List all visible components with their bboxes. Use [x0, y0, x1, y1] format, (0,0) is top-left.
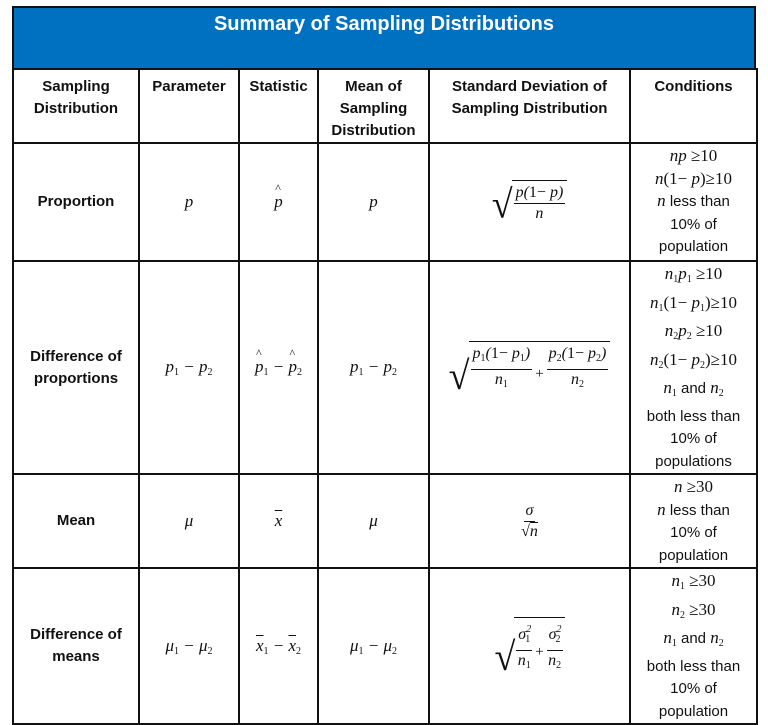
sqrt-formula: √ $\frac{\sigma^2_1}{n_1}$ + $\frac{\sigma^2_2}{n_2}$ [494, 617, 564, 676]
conditions-cell: n ≥30 n less than 10% of population [630, 474, 757, 568]
conditions-cell: $n_1 \ge 30$ $n_2 \ge 30$ $n_1$ and $n_2$ both less than 10% of population [630, 568, 757, 724]
mean-cell: $p_1 - p_2$ [318, 261, 429, 474]
mean-cell: p [318, 143, 429, 261]
table-row-proportion [13, 143, 757, 261]
std-dev-cell [429, 474, 630, 568]
col-header-parameter: Parameter [139, 69, 239, 143]
statistic-cell: ^ $p_1$ − ^ $p_2$ [239, 261, 318, 474]
parameter-cell: p [139, 143, 239, 261]
parameter-cell: $p_1 - p_2$ [139, 261, 239, 474]
table-row-mean [13, 474, 757, 568]
col-header-conditions: Conditions [630, 69, 757, 143]
std-dev-cell [429, 143, 630, 261]
col-header-mean: Mean of Sampling Distribution [318, 69, 429, 143]
col-header-statistic: Statistic [239, 69, 318, 143]
row-label: Difference of proportions [13, 261, 139, 474]
mean-cell: μ [318, 474, 429, 568]
std-dev-cell [429, 261, 630, 474]
std-dev-cell [429, 568, 630, 724]
mean-cell: $\mu_1 - \mu_2$ [318, 568, 429, 724]
table-title-banner [12, 6, 756, 68]
sigma-over-root-n: $\frac{\sigma}{√n}$ [521, 501, 538, 540]
table-title: Summary of Sampling Distributions [213, 13, 555, 35]
table-row-difference-of-means [13, 568, 757, 724]
statistic-cell: $\overline{x}_1 - \overline{x}_2$ [239, 568, 318, 724]
col-header-sampling-distribution: Sampling Distribution [13, 69, 139, 143]
sampling-distributions-table [12, 68, 758, 725]
parameter-cell: $\mu_1 - \mu_2$ [139, 568, 239, 724]
row-label: Proportion [13, 143, 139, 261]
sqrt-formula: √ $\frac{p_1(1- p_1)}{n_1}$ + $\frac{p_2(1- p_2)}{n_2}$ [449, 341, 611, 395]
conditions-cell: np ≥10 n(1− p)≥10 n less than 10% of population [630, 143, 757, 261]
header-row [13, 69, 757, 143]
table-row-difference-of-proportions [13, 261, 757, 474]
row-label: Mean [13, 474, 139, 568]
parameter-cell: μ [139, 474, 239, 568]
summary-table-sheet [12, 6, 756, 725]
col-header-std-dev: Standard Deviation of Sampling Distribution [429, 69, 630, 143]
row-label: Difference of means [13, 568, 139, 724]
statistic-cell: ^ p [239, 143, 318, 261]
statistic-cell: $\overline{x}$ [239, 474, 318, 568]
sqrt-formula: √ $\frac{p(1- p)}{n}$ [492, 180, 568, 224]
conditions-cell: $n_1p_1 \ge 10$ $n_1(1- p_1)\ge 10$ $n_2p_2 \ge 10$ $n_2(1- p_2)\ge 10$ $n_1$ and $n_2$ both less than 10% of populations [630, 261, 757, 474]
